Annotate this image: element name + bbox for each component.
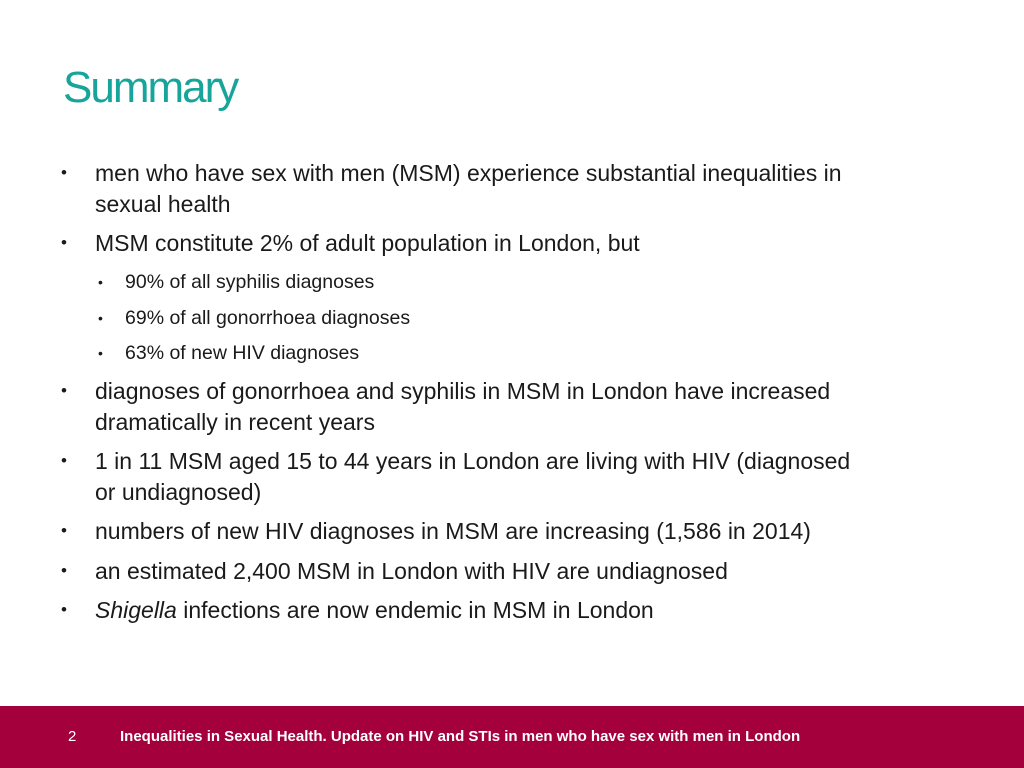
- sub-bullet-marker: •: [98, 345, 103, 361]
- sub-bullet-marker: •: [98, 310, 103, 326]
- sub-bullet-marker: •: [98, 274, 103, 290]
- bullet-marker: •: [61, 600, 67, 619]
- bullet-marker: •: [61, 451, 67, 470]
- footer-bar: [0, 706, 1024, 768]
- bullet-marker: •: [61, 163, 67, 182]
- bullet-marker: •: [61, 233, 67, 252]
- bullet-text: diagnoses of gonorrhoea and syphilis in MSM in London have increased: [95, 378, 831, 404]
- page-number: 2: [68, 728, 77, 745]
- bullet-text: 1 in 11 MSM aged 15 to 44 years in London are living with HIV (diagnosed: [95, 448, 851, 474]
- bullet-text-continued: sexual health: [95, 191, 231, 217]
- bullet-text: MSM constitute 2% of adult population in London, but: [95, 230, 640, 256]
- bullet-marker: •: [61, 521, 67, 540]
- bullet-text-continued: dramatically in recent years: [95, 409, 375, 435]
- bullet-text: men who have sex with men (MSM) experience substantial inequalities in: [95, 160, 842, 186]
- bullet-marker: •: [61, 561, 67, 580]
- bullet-marker: •: [61, 381, 67, 400]
- sub-bullet-text: 90% of all syphilis diagnoses: [125, 271, 375, 293]
- bullet-text: [95, 595, 654, 625]
- sub-bullet-text: 69% of all gonorrhoea diagnoses: [125, 307, 411, 329]
- bullet-text-continued: or undiagnosed): [95, 479, 262, 505]
- bullet-text: an estimated 2,400 MSM in London with HIV are undiagnosed: [95, 558, 728, 584]
- bullet-text: numbers of new HIV diagnoses in MSM are increasing (1,586 in 2014): [95, 518, 811, 544]
- bullet-text-rest: infections are now endemic in MSM in London: [176, 597, 654, 623]
- slide-title: Summary: [63, 63, 238, 112]
- footer-title: Inequalities in Sexual Health. Update on HIV and STIs in men who have sex with men in London: [120, 728, 801, 745]
- organism-name: Shigella: [95, 597, 177, 623]
- sub-bullet-text: 63% of new HIV diagnoses: [125, 342, 360, 364]
